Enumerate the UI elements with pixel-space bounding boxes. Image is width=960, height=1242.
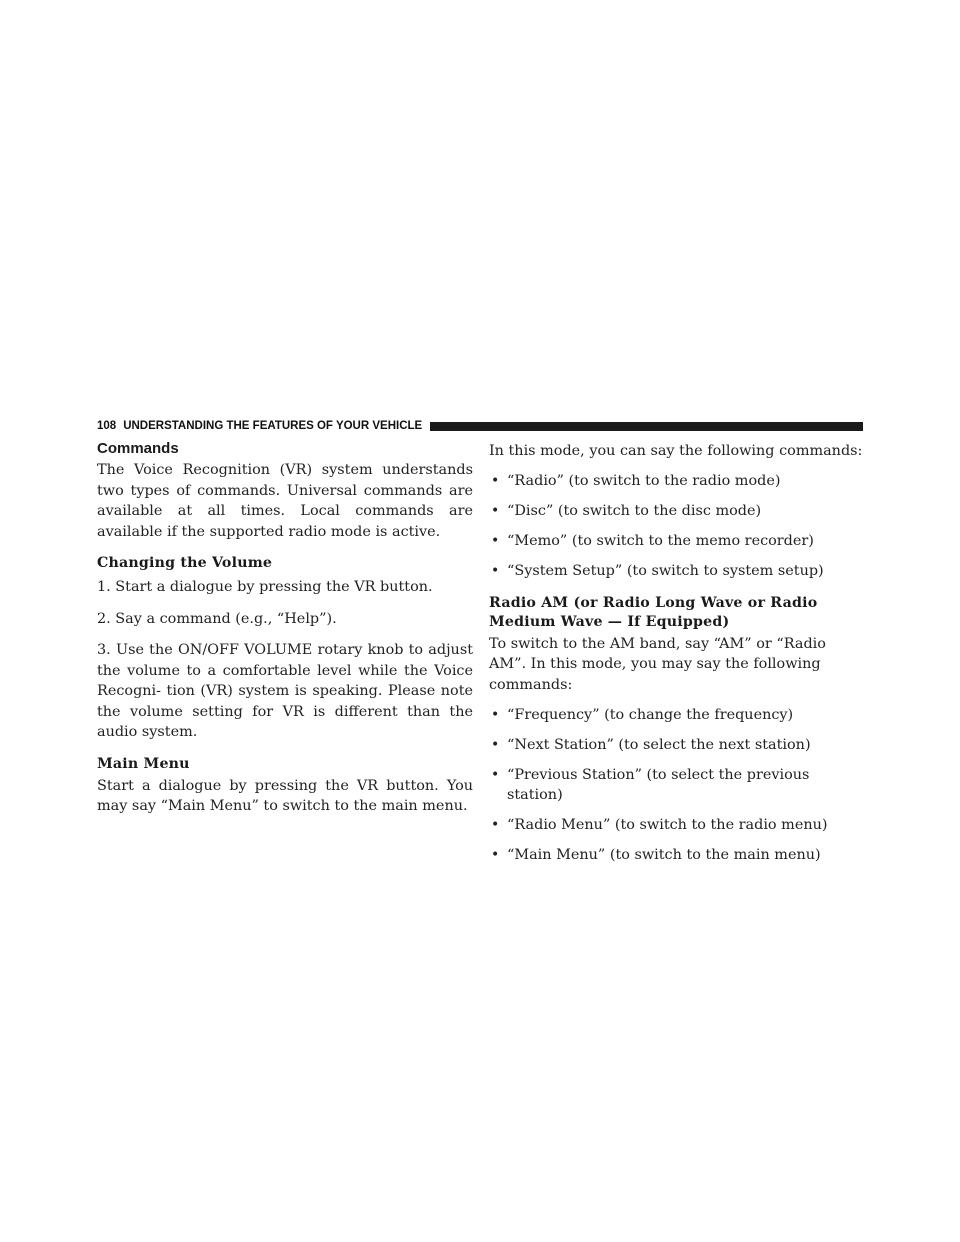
main-menu-intro: In this mode, you can say the following commands:: [489, 443, 863, 459]
list-item: • “Radio Menu” (to switch to the radio menu): [489, 815, 863, 836]
bullet-icon: •: [491, 473, 500, 489]
list-item: • “Main Menu” (to switch to the main menu): [489, 845, 863, 866]
list-item: • “Frequency” (to change the frequency): [489, 705, 863, 726]
volume-step-2: 2. Say a command (e.g., “Help”).: [97, 610, 337, 627]
bullet-icon: •: [491, 503, 500, 519]
radio-command-list: [489, 705, 863, 866]
list-item: • “Memo” (to switch to the memo recorder): [489, 531, 863, 552]
list-item: • “Disc” (to switch to the disc mode): [489, 501, 863, 522]
section-title: UNDERSTANDING THE FEATURES OF YOUR VEHICLE: [123, 420, 423, 432]
right-column: [489, 441, 863, 866]
bullet-icon: •: [491, 563, 500, 579]
bullet-icon: •: [491, 766, 500, 783]
bullet-icon: •: [491, 706, 500, 723]
volume-step-3: 3. Use the ON/OFF VOLUME rotary knob to adjust the volume to a comfortable level while the Voice Recogni- tion (VR) system is speaking. Please note the volume setting for VR is different than the audio system.: [97, 642, 473, 740]
volume-step-1: 1. Start a dialogue by pressing the VR button.: [97, 579, 433, 595]
volume-heading: Changing the Volume: [97, 555, 273, 571]
commands-heading: Commands: [97, 440, 179, 457]
page-number: 108: [97, 420, 117, 432]
bullet-icon: •: [491, 817, 500, 833]
left-column: [97, 440, 473, 817]
list-item: • “Previous Station” (to select the previous station): [491, 766, 810, 803]
list-item: • “System Setup” (to switch to system setup): [489, 561, 863, 582]
bullet-icon: •: [491, 736, 500, 753]
header-rule: [430, 422, 863, 431]
main-menu-heading: Main Menu: [97, 755, 190, 772]
main-menu-paragraph: Start a dialogue by pressing the VR button. You may say “Main Menu” to switch to the main menu.: [97, 777, 473, 814]
list-item: • “Radio” (to switch to the radio mode): [489, 471, 863, 492]
radio-am-paragraph: To switch to the AM band, say “AM” or “Radio AM”. In this mode, you may say the following commands:: [489, 635, 826, 693]
bullet-icon: •: [491, 533, 500, 549]
bullet-icon: •: [491, 847, 500, 863]
page-header: [97, 418, 863, 434]
list-item: • “Next Station” (to select the next station): [489, 735, 863, 756]
commands-paragraph: The Voice Recognition (VR) system understands two types of commands. Universal commands are available at all times. Local commands are available if the supported radio mode is active.: [97, 462, 473, 540]
main-menu-command-list: [489, 471, 863, 582]
radio-am-heading: Radio AM (or Radio Long Wave or Radio Medium Wave — If Equipped): [489, 594, 818, 630]
